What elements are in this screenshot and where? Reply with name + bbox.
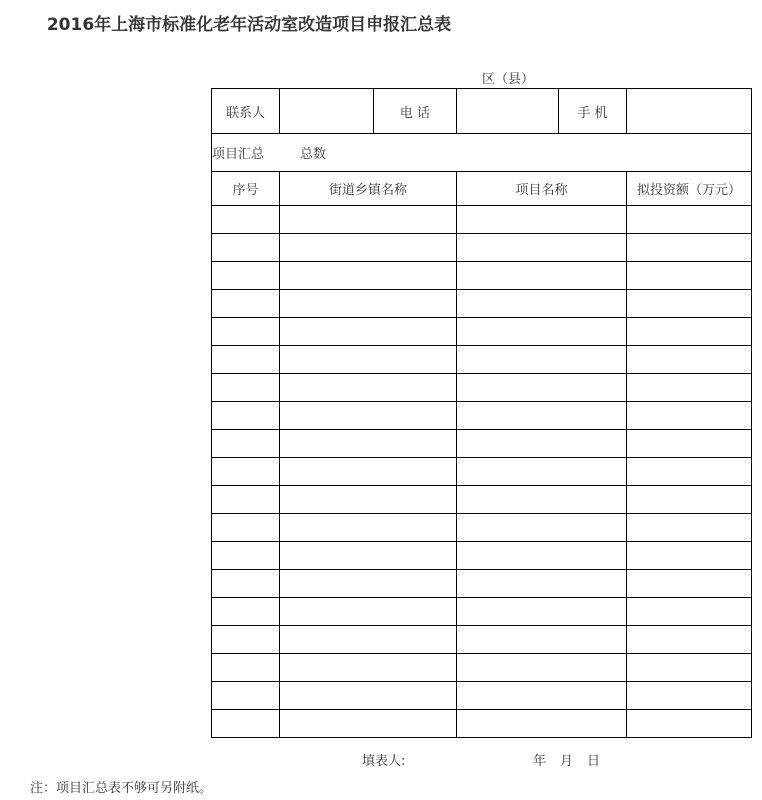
row-investment-cell[interactable] (627, 458, 752, 486)
row-index-cell[interactable] (212, 262, 280, 290)
row-investment-cell[interactable] (627, 290, 752, 318)
row-project-cell[interactable] (457, 570, 627, 598)
row-street-cell[interactable] (280, 234, 457, 262)
row-index-cell[interactable] (212, 206, 280, 234)
phone-field[interactable] (457, 89, 559, 134)
table-row (212, 318, 752, 346)
row-street-cell[interactable] (280, 682, 457, 710)
row-project-cell[interactable] (457, 374, 627, 402)
row-project-cell[interactable] (457, 542, 627, 570)
table-row (212, 598, 752, 626)
row-street-cell[interactable] (280, 486, 457, 514)
row-street-cell[interactable] (280, 654, 457, 682)
row-index-cell[interactable] (212, 290, 280, 318)
row-index-cell[interactable] (212, 542, 280, 570)
row-street-cell[interactable] (280, 710, 457, 738)
row-investment-cell[interactable] (627, 570, 752, 598)
column-header-street: 街道乡镇名称 (280, 172, 457, 206)
table-row (212, 626, 752, 654)
row-investment-cell[interactable] (627, 206, 752, 234)
column-header-row (212, 172, 752, 206)
table-row (212, 542, 752, 570)
row-project-cell[interactable] (457, 710, 627, 738)
summary-cell[interactable] (212, 134, 752, 172)
table-row (212, 710, 752, 738)
contact-person-field[interactable] (280, 89, 374, 134)
row-investment-cell[interactable] (627, 318, 752, 346)
row-project-cell[interactable] (457, 430, 627, 458)
row-street-cell[interactable] (280, 290, 457, 318)
table-row (212, 206, 752, 234)
row-project-cell[interactable] (457, 402, 627, 430)
table-row (212, 570, 752, 598)
row-street-cell[interactable] (280, 458, 457, 486)
table-row (212, 458, 752, 486)
row-street-cell[interactable] (280, 402, 457, 430)
row-index-cell[interactable] (212, 710, 280, 738)
row-index-cell[interactable] (212, 682, 280, 710)
table-row (212, 374, 752, 402)
row-investment-cell[interactable] (627, 710, 752, 738)
row-street-cell[interactable] (280, 262, 457, 290)
table-row (212, 234, 752, 262)
summary-label: 项目汇总 (212, 147, 265, 162)
contact-person-label: 联系人 (212, 89, 280, 134)
row-index-cell[interactable] (212, 346, 280, 374)
table-row (212, 430, 752, 458)
table-row (212, 514, 752, 542)
contact-row (212, 89, 752, 134)
footer-date (533, 750, 614, 769)
row-investment-cell[interactable] (627, 626, 752, 654)
summary-row (212, 134, 752, 172)
row-street-cell[interactable] (280, 570, 457, 598)
row-street-cell[interactable] (280, 346, 457, 374)
form-note: 注：项目汇总表不够可另附纸。 (30, 781, 213, 796)
row-index-cell[interactable] (212, 570, 280, 598)
table-row (212, 262, 752, 290)
row-street-cell[interactable] (280, 514, 457, 542)
row-investment-cell[interactable] (627, 598, 752, 626)
row-project-cell[interactable] (457, 626, 627, 654)
mobile-label: 手 机 (559, 89, 627, 134)
row-project-cell[interactable] (457, 290, 627, 318)
row-project-cell[interactable] (457, 486, 627, 514)
row-investment-cell[interactable] (627, 542, 752, 570)
row-project-cell[interactable] (457, 346, 627, 374)
table-row (212, 486, 752, 514)
column-header-index: 序号 (212, 172, 280, 206)
row-project-cell[interactable] (457, 318, 627, 346)
table-row (212, 290, 752, 318)
row-project-cell[interactable] (457, 206, 627, 234)
row-index-cell[interactable] (212, 318, 280, 346)
summary-count-label: 总数 (300, 147, 327, 162)
table-row (212, 402, 752, 430)
row-index-cell[interactable] (212, 458, 280, 486)
column-header-project: 项目名称 (457, 172, 627, 206)
row-investment-cell[interactable] (627, 374, 752, 402)
row-project-cell[interactable] (457, 682, 627, 710)
row-project-cell[interactable] (457, 598, 627, 626)
phone-label: 电 话 (374, 89, 457, 134)
row-investment-cell[interactable] (627, 402, 752, 430)
row-project-cell[interactable] (457, 262, 627, 290)
row-investment-cell[interactable] (627, 514, 752, 542)
row-investment-cell[interactable] (627, 346, 752, 374)
row-project-cell[interactable] (457, 234, 627, 262)
row-street-cell[interactable] (280, 374, 457, 402)
row-street-cell[interactable] (280, 626, 457, 654)
table-row (212, 654, 752, 682)
row-street-cell[interactable] (280, 430, 457, 458)
row-project-cell[interactable] (457, 514, 627, 542)
year-label: 年 (533, 754, 547, 769)
data-rows (212, 206, 752, 738)
table-row (212, 682, 752, 710)
column-header-investment: 拟投资额（万元） (627, 172, 752, 206)
row-index-cell[interactable] (212, 486, 280, 514)
row-street-cell[interactable] (280, 542, 457, 570)
row-index-cell[interactable] (212, 654, 280, 682)
row-street-cell[interactable] (280, 206, 457, 234)
row-index-cell[interactable] (212, 626, 280, 654)
form-title-text: 2016年上海市标准化老年活动室改造项目申报汇总表 (46, 15, 452, 35)
row-index-cell[interactable] (212, 430, 280, 458)
form-title (0, 10, 762, 35)
row-investment-cell[interactable] (627, 654, 752, 682)
row-index-cell[interactable] (212, 402, 280, 430)
row-project-cell[interactable] (457, 654, 627, 682)
day-label: 日 (587, 754, 601, 769)
row-index-cell[interactable] (212, 374, 280, 402)
row-investment-cell[interactable] (627, 262, 752, 290)
table-row (212, 346, 752, 374)
summary-form-table (211, 88, 752, 738)
district-label: 区（县） (482, 72, 535, 87)
filler-label: 填表人: (362, 754, 406, 769)
row-street-cell[interactable] (280, 598, 457, 626)
row-index-cell[interactable] (212, 234, 280, 262)
row-index-cell[interactable] (212, 514, 280, 542)
mobile-field[interactable] (627, 89, 752, 134)
row-investment-cell[interactable] (627, 430, 752, 458)
row-index-cell[interactable] (212, 598, 280, 626)
month-label: 月 (560, 754, 574, 769)
row-investment-cell[interactable] (627, 682, 752, 710)
row-project-cell[interactable] (457, 458, 627, 486)
row-investment-cell[interactable] (627, 486, 752, 514)
row-investment-cell[interactable] (627, 234, 752, 262)
row-street-cell[interactable] (280, 318, 457, 346)
